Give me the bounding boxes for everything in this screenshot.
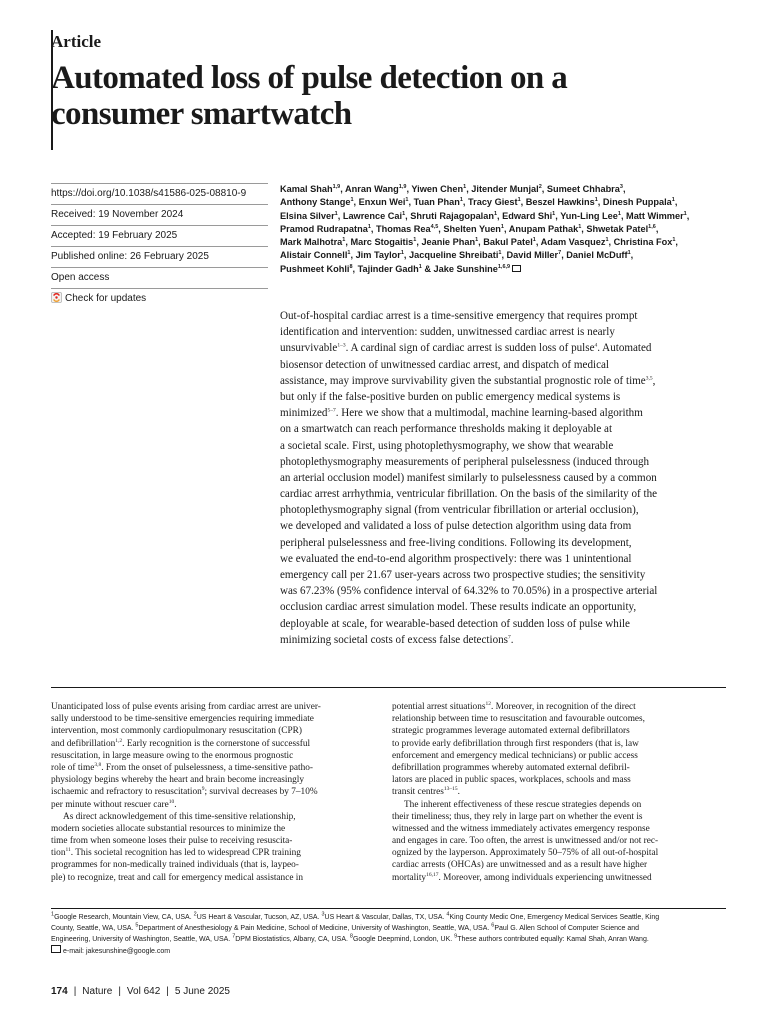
open-access-label: Open access bbox=[51, 268, 268, 289]
body-text-line: resuscitation, in large measure owing to the enormous prognostic bbox=[51, 750, 294, 761]
author-name[interactable]: Mark Malhotra$^1$ bbox=[280, 237, 346, 248]
author-name[interactable]: Yun-Ling Lee$^1$ bbox=[560, 210, 621, 221]
body-text-line: and defibrillation$^{1,2}$. Early recognition is the cornerstone of successful bbox=[51, 737, 311, 749]
author-line: Anthony Stange$^1$, Enxun Wei$^1$, Tuan Phan$^1$, Tracy Giest$^1$, Beszel Hawkins$^1$, Dinesh Puppala$^1$, bbox=[280, 197, 678, 208]
body-text-line: The inherent effectiveness of these rescue strategies depends on bbox=[404, 799, 642, 810]
envelope-icon bbox=[51, 945, 61, 953]
check-for-updates-button[interactable] bbox=[51, 289, 268, 309]
author-name[interactable]: Shelten Yuen$^1$ bbox=[443, 223, 504, 234]
abstract-line: photoplethysmography signal (from ventricular fibrillation or arterial occlusion), bbox=[280, 504, 639, 517]
body-text-line: cardiac arrests (OHCAs) are unwitnessed and as a result have higher bbox=[392, 860, 648, 871]
author-name[interactable]: Adam Vasquez$^1$ bbox=[540, 237, 609, 248]
author-name[interactable]: Tajinder Gadh$^1$ bbox=[357, 263, 422, 274]
body-text-line: mortality$^{16,17}$. Moreover, among individuals experiencing unwitnessed bbox=[392, 871, 652, 883]
body-text-line: ognized by the layperson. Approximately 50–75% of all out-of-hospital bbox=[392, 848, 659, 859]
abstract-line: deployable at scale, for wearable-based detection of sudden loss of pulse while bbox=[280, 617, 630, 630]
author-name[interactable]: Beszel Hawkins$^1$ bbox=[525, 197, 598, 208]
title-line-2: consumer smartwatch bbox=[51, 96, 352, 132]
author-name[interactable]: Shwetak Patel$^{1,6}$ bbox=[586, 223, 656, 234]
affiliations bbox=[51, 912, 731, 957]
abstract-line: occlusion cardiac arrest simulation model. These results indicate an opportunity, bbox=[280, 601, 637, 614]
body-text-line: their timeliness; thus, they rely in large part on whether the event is bbox=[392, 811, 643, 822]
author-name[interactable]: Daniel McDuff$^1$ bbox=[566, 250, 631, 261]
author-name[interactable]: Jeanie Phan$^1$ bbox=[421, 237, 479, 248]
abstract-line: identification and intervention: sudden, unwitnessed cardiac arrest is nearly bbox=[280, 326, 615, 339]
body-column-left bbox=[51, 701, 383, 884]
body-text-line: and engages in care. Too often, the arrest is unwitnessed and/or not rec- bbox=[392, 836, 659, 847]
author-name[interactable]: Elsina Silver$^1$ bbox=[280, 210, 338, 221]
abstract-line: we evaluated the end-to-end algorithm prospectively: there was 1 unintentional bbox=[280, 552, 632, 565]
author-name[interactable]: Jim Taylor$^1$ bbox=[355, 250, 404, 261]
body-text-line: modern societies allocate substantial resources to minimize the bbox=[51, 823, 286, 834]
author-name[interactable]: Kamal Shah$^{1,9}$ bbox=[280, 183, 341, 194]
body-text-line: As direct acknowledgement of this time-sensitive relationship, bbox=[63, 811, 296, 822]
title-line-1: Automated loss of pulse detection on a bbox=[51, 60, 568, 96]
abstract-line: assistance, may improve survivability given the substantial prognostic role of time$^{3,5}$, bbox=[280, 374, 656, 387]
body-text-line: witnessed and the witness immediately activates emergency response bbox=[392, 823, 650, 834]
author-name[interactable]: Shruti Rajagopalan$^1$ bbox=[410, 210, 498, 221]
author-name[interactable]: Alistair Connell$^1$ bbox=[280, 250, 351, 261]
body-text-line: lators are placed in public spaces, workplaces, schools and mass bbox=[392, 775, 631, 786]
accepted-date: Accepted: 19 February 2025 bbox=[51, 226, 268, 247]
footnote-divider bbox=[51, 908, 726, 909]
author-name[interactable]: Edward Shi$^1$ bbox=[502, 210, 556, 221]
author-name[interactable]: Tuan Phan$^1$ bbox=[413, 197, 463, 208]
author-name[interactable]: Lawrence Cai$^1$ bbox=[342, 210, 406, 221]
author-name[interactable]: Pramod Rudrapatna$^1$ bbox=[280, 223, 371, 234]
author-name[interactable]: Tracy Giest$^1$ bbox=[468, 197, 521, 208]
abstract-line: but only if the false-positive burden on public emergency medical systems is bbox=[280, 390, 621, 403]
author-name[interactable]: David Miller$^7$ bbox=[506, 250, 562, 261]
article-title bbox=[51, 60, 741, 132]
author-name[interactable]: Pushmeet Kohli$^8$ bbox=[280, 263, 353, 274]
body-text-line: programmes for non-medically trained individuals (that is, laypeo- bbox=[51, 860, 299, 871]
author-name[interactable]: Anthony Stange$^1$ bbox=[280, 197, 354, 208]
abstract-line: unsurvivable$^{1-3}$. A cardinal sign of cardiac arrest is sudden loss of pulse$^4$. Automated bbox=[280, 342, 652, 355]
body-text-line: relationship between time to resuscitation and favourable outcomes, bbox=[392, 714, 646, 725]
abstract-line: on a smartwatch can reach performance thresholds making it deployable at bbox=[280, 423, 613, 436]
correspondence-email[interactable]: e-mail: jakesunshine@google.com bbox=[51, 945, 731, 957]
journal-volume: Vol 642 bbox=[126, 986, 161, 997]
author-name[interactable]: Sumeet Chhabra$^3$ bbox=[546, 183, 623, 194]
abstract-line: minimizing societal costs of excess false detections$^7$. bbox=[280, 633, 514, 646]
body-text-line: defibrillation programmes whereby automated external defibril- bbox=[392, 762, 630, 773]
page-footer: 174 | Nature | Vol 642 | 5 June 2025 bbox=[51, 986, 230, 997]
author-name[interactable]: Yiwen Chen$^1$ bbox=[411, 183, 467, 194]
page-number: 174 bbox=[51, 986, 68, 997]
body-text-line: ple) to recognize, treat and call for emergency medical assistance in bbox=[51, 872, 304, 883]
body-text-line: tion$^{11}$. This societal recognition has led to widespread CPR training bbox=[51, 847, 301, 859]
article-metadata-sidebar bbox=[51, 183, 268, 309]
abstract-line: a societal scale. First, using photoplethysmography, we show that wearable bbox=[280, 439, 614, 452]
abstract-line: was 67.23% (95% confidence interval of 64.32% to 70.05%) in a prospective arterial bbox=[280, 585, 658, 598]
author-name[interactable]: Enxun Wei$^1$ bbox=[358, 197, 409, 208]
article-type-label: Article bbox=[51, 32, 102, 51]
author-list bbox=[280, 183, 720, 276]
author-line: Pushmeet Kohli$^8$, Tajinder Gadh$^1$ & Jake Sunshine$^{1,6,9}$ bbox=[280, 263, 720, 276]
body-text-line: intervention, most commonly cardiopulmonary resuscitation (CPR) bbox=[51, 726, 302, 737]
abstract-line: photoplethysmography measurements of peripheral pulselessness (induced through bbox=[280, 455, 650, 468]
issue-date: 5 June 2025 bbox=[174, 986, 230, 997]
body-text-line: ischaemic and refractory to resuscitation$^9$; survival decreases by 7–10% bbox=[51, 786, 318, 798]
author-name[interactable]: Dinesh Puppala$^1$ bbox=[602, 197, 675, 208]
author-line: Mark Malhotra$^1$, Marc Stogaitis$^1$, Jeanie Phan$^1$, Bakul Patel$^1$, Adam Vasquez$^1$, Christina Fox$^1$, bbox=[280, 237, 678, 248]
check-for-updates-label: Check for updates bbox=[65, 293, 147, 304]
body-text-line: enforcement and emergency medical technicians) or public access bbox=[392, 750, 638, 761]
body-text-line: per minute without rescuer care$^{10}$. bbox=[51, 798, 177, 810]
affiliation-line: $^1$Google Research, Mountain View, CA, USA. $^2$US Heart & Vascular, Tucson, AZ, USA. $^3$US Heart & Vascular, Dallas, TX, USA. $^4$King County Medic One, Emergency Medical Services Seattle, King bbox=[51, 911, 660, 921]
check-for-updates-icon bbox=[51, 292, 62, 303]
body-text-line: time from when someone loses their pulse to receiving resuscita- bbox=[51, 836, 293, 847]
author-name[interactable]: Matt Wimmer$^1$ bbox=[626, 210, 687, 221]
author-name[interactable]: & Jake Sunshine$^{1,6,9}$ bbox=[424, 264, 523, 274]
body-text-line: Unanticipated loss of pulse events arising from cardiac arrest are univer- bbox=[51, 702, 321, 712]
author-line: Elsina Silver$^1$, Lawrence Cai$^1$, Shruti Rajagopalan$^1$, Edward Shi$^1$, Yun-Ling Lee$^1$, Matt Wimmer$^1$, bbox=[280, 210, 690, 221]
published-date: Published online: 26 February 2025 bbox=[51, 247, 268, 268]
author-line: Pramod Rudrapatna$^1$, Thomas Rea$^{4,5}$, Shelten Yuen$^1$, Anupam Pathak$^1$, Shwetak Patel$^{1,6}$, bbox=[280, 223, 659, 234]
abstract-line: biosensor detection of unwitnessed cardiac arrest, and dispatch of medical bbox=[280, 358, 609, 371]
journal-name: Nature bbox=[82, 986, 113, 997]
body-text-line: to provide early defibrillation through first responders (that is, law bbox=[392, 738, 639, 749]
abstract-line: we developed and validated a loss of pulse detection algorithm using data from bbox=[280, 520, 632, 533]
doi-link[interactable]: https://doi.org/10.1038/s41586-025-08810-9 bbox=[51, 183, 268, 205]
body-text-line: strategic programmes leverage automated external defibrillators bbox=[392, 726, 630, 737]
author-name[interactable]: Jitender Munjal$^2$ bbox=[471, 183, 542, 194]
author-name[interactable]: Anran Wang$^{1,9}$ bbox=[345, 183, 407, 194]
abstract-line: peripheral pulselessness and free-living conditions. Following its development, bbox=[280, 536, 632, 549]
abstract-line: emergency call per 21.67 user-years across two prospective studies; the sensitivity bbox=[280, 569, 646, 581]
received-date: Received: 19 November 2024 bbox=[51, 205, 268, 226]
body-text-line: sally understood to be time-sensitive emergencies requiring immediate bbox=[51, 714, 314, 725]
author-name[interactable]: Christina Fox$^1$ bbox=[613, 237, 676, 248]
author-name[interactable]: Thomas Rea$^{4,5}$ bbox=[375, 223, 439, 234]
body-text-line: transit centres$^{13-15}$. bbox=[392, 786, 460, 798]
abstract-line: minimized$^{5-7}$. Here we show that a multimodal, machine learning-based algorithm bbox=[280, 407, 643, 420]
envelope-icon[interactable] bbox=[512, 265, 521, 272]
author-name[interactable]: Marc Stogaitis$^1$ bbox=[350, 237, 417, 248]
author-line: Kamal Shah$^{1,9}$, Anran Wang$^{1,9}$, Yiwen Chen$^1$, Jitender Munjal$^2$, Sumeet Chhabra$^3$, bbox=[280, 183, 626, 194]
abstract-line: Out-of-hospital cardiac arrest is a time-sensitive emergency that requires prompt bbox=[280, 310, 638, 322]
abstract-line: cardiac arrest arrhythmia, ventricular fibrillation. On the basis of the similarity of the bbox=[280, 488, 658, 501]
affiliation-line: Engineering, University of Washington, Seattle, WA, USA. $^7$DPM Biostatistics, Albany, CA, USA. $^8$Google Deepmind, London, UK. $^9$These authors contributed equally: Kamal Shah, Anran Wang. bbox=[51, 933, 649, 943]
body-divider bbox=[51, 687, 726, 688]
affiliation-line: County, Seattle, WA, USA. $^5$Department of Anesthesiology & Pain Medicine, School of Medicine, University of Washington, Seattle, WA, USA. $^6$Paul G. Allen School of Computer Science and bbox=[51, 922, 640, 932]
author-name[interactable]: Bakul Patel$^1$ bbox=[483, 237, 536, 248]
author-name[interactable]: Anupam Pathak$^1$ bbox=[508, 223, 582, 234]
author-line: Alistair Connell$^1$, Jim Taylor$^1$, Jacqueline Shreibati$^1$, David Miller$^7$, Daniel McDuff$^1$, bbox=[280, 250, 634, 261]
abstract bbox=[280, 308, 720, 648]
body-text-line: physiology begins whereby the heart and brain become increasingly bbox=[51, 775, 305, 786]
body-text-line: potential arrest situations$^{12}$. Moreover, in recognition of the direct bbox=[392, 700, 636, 712]
body-column-right bbox=[392, 701, 724, 884]
body-text-line: role of time$^{3,8}$. From the onset of pulselessness, a time-sensitive patho- bbox=[51, 761, 313, 773]
author-name[interactable]: Jacqueline Shreibati$^1$ bbox=[409, 250, 502, 261]
abstract-line: an arterial occlusion model) manifest similarly to pulselessness caused by a common bbox=[280, 471, 657, 484]
